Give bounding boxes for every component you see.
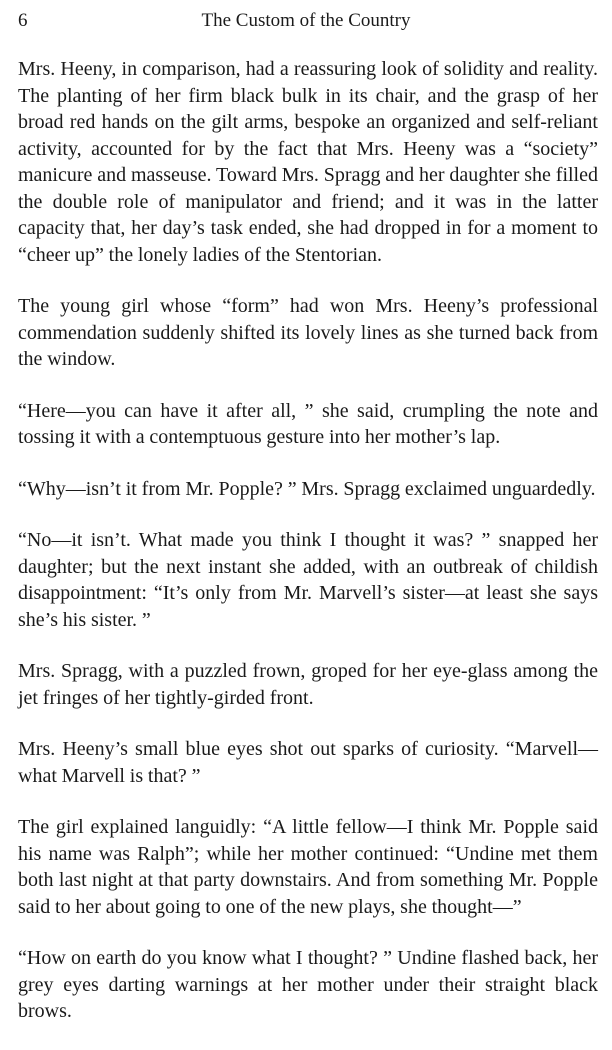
paragraph: “How on earth do you know what I thought? ” Undine flashed back, her grey eyes darting warnings at her mother under their straight black brows. xyxy=(18,947,598,1022)
running-head xyxy=(18,8,594,34)
paragraph: The girl explained languidly: “A little fellow—I think Mr. Popple said his name was Ralph”; while her mother continued: “Undine met them both last night at that party downstairs. And from something Mr. Popple said to her about going to one of the new plays, she thought—” xyxy=(18,816,598,918)
paragraph: “No—it isn’t. What made you think I thought it was? ” snapped her daughter; but the next instant she added, with an outbreak of childish disappointment: “It’s only from Mr. Marvell’s sister—at least she says she’s his sister. ” xyxy=(18,529,598,631)
paragraph: Mrs. Spragg, with a puzzled frown, groped for her eye-glass among the jet fringes of her tightly-girded front. xyxy=(18,660,598,709)
paragraph: Mrs. Heeny, in comparison, had a reassuring look of solidity and reality. The planting of her firm black bulk in its chair, and the grasp of her broad red hands on the gilt arms, bespoke an organized and self-reliant activity, accounted for by the fact that Mrs. Heeny was a “society” manicure and masseuse. Toward Mrs. Spragg and her daughter she filled the double role of manipulator and friend; and it was in the latter capacity that, her day’s task ended, she had dropped in for a moment to “cheer up” the lonely ladies of the Stentorian. xyxy=(18,58,598,266)
paragraph: “Why—isn’t it from Mr. Popple? ” Mrs. Spragg exclaimed unguardedly. xyxy=(18,477,596,500)
running-title: The Custom of the Country xyxy=(201,10,411,31)
paragraph: “Here—you can have it after all, ” she said, crumpling the note and tossing it with a contemptuous gesture into her mother’s lap. xyxy=(18,399,598,448)
body-text xyxy=(18,56,598,1050)
paragraph: Mrs. Heeny’s small blue eyes shot out sparks of curiosity. “Marvell—what Marvell is that? ” xyxy=(18,738,598,787)
page-number: 6 xyxy=(18,10,28,31)
paragraph: The young girl whose “form” had won Mrs. Heeny’s professional commendation suddenly shifted its lovely lines as she turned back from the window. xyxy=(18,295,598,370)
